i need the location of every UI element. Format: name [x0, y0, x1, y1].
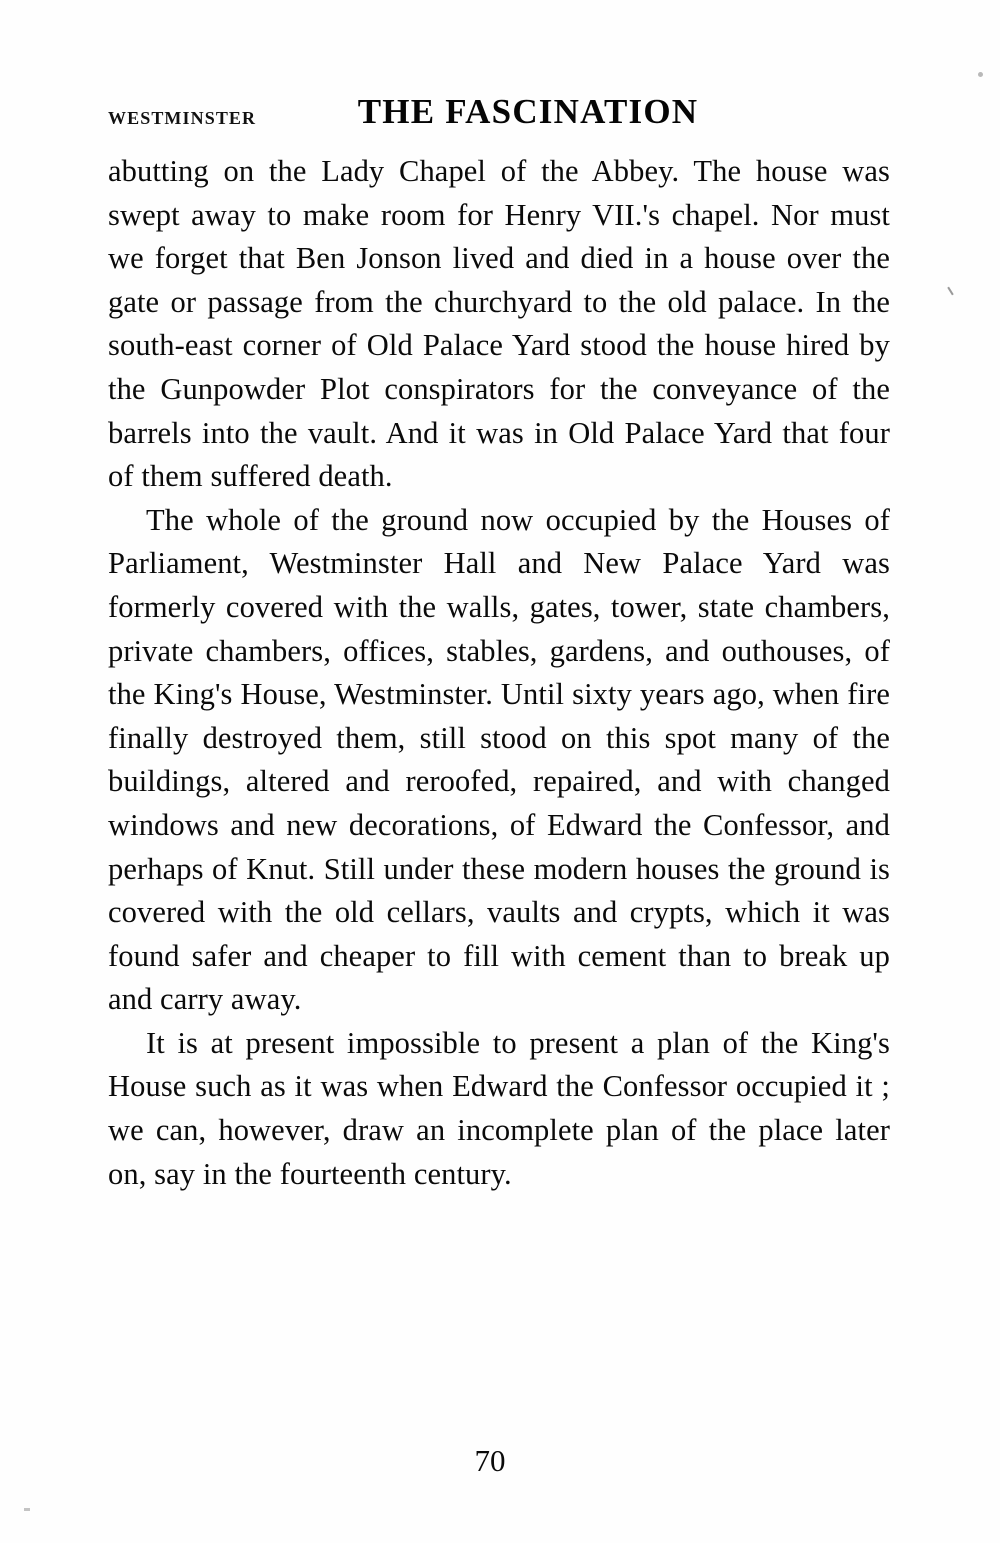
- paragraph: It is at present impossible to present a plan of the King's House such as it was when Edward the Confessor occupied it ; we can, however, draw an incomplete plan of the place later on, say in the fourteenth century.: [108, 1025, 890, 1191]
- paper-speck: [24, 1508, 30, 1511]
- page-content: [108, 92, 890, 1196]
- running-head: [108, 92, 890, 144]
- paragraph: The whole of the ground now occupied by the Houses of Parliament, Westminster Hall and New Palace Yard was formerly covered with the walls, gates, tower, state chambers, private chambers, offices, stables, gardens, and outhouses, of the King's House, Westminster. Until sixty years ago, when fire finally destroyed them, still stood on this spot many of the buildings, altered and reroofed, repaired, and with changed windows and new decorations, of Edward the Confessor, and perhaps of Knut. Still under these modern houses the ground is covered with the old cellars, vaults and crypts, which it was found safer and cheaper to fill with cement than to break up and carry away.: [108, 502, 890, 1017]
- running-head-left: WESTMINSTER: [108, 108, 257, 128]
- paper-speck: [947, 287, 953, 296]
- running-head-title: THE FASCINATION: [357, 92, 699, 131]
- paragraph: abutting on the Lady Chapel of the Abbey. The house was swept away to make room for Henry VII.'s chapel. Nor must we forget that Ben Jonson lived and died in a house over the gate or passage from the churchyard to the old palace. In the south-east corner of Old Palace Yard stood the house hired by the Gunpowder Plot conspirators for the conveyance of the barrels into the vault. And it was in Old Palace Yard that four of them suffered death.: [108, 154, 890, 494]
- page-number: 70: [474, 1443, 506, 1478]
- paper-speck: [978, 72, 983, 77]
- body-text: [108, 150, 890, 1196]
